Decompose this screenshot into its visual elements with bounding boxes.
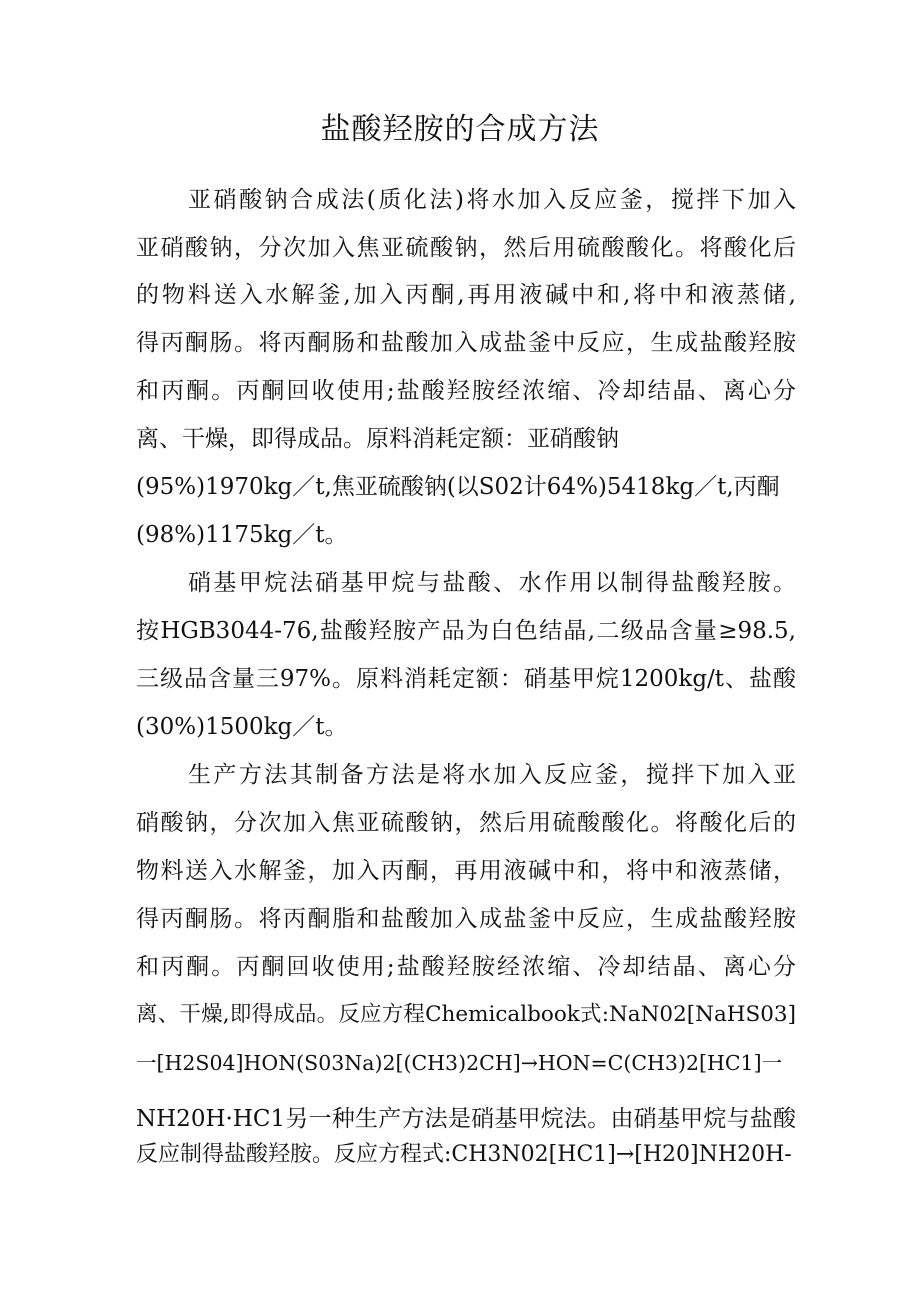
text-line: 亚硝酸钠合成法(质化法)将水加入反应釜，搅拌下加入 bbox=[188, 187, 796, 213]
text-line: 三级品含量三97%。原料消耗定额：硝基甲烷1200kg/t、盐酸 bbox=[136, 666, 796, 692]
document-title: 盐酸羟胺的合成方法 bbox=[320, 112, 600, 147]
text-line: 按HGB3044-76,盐酸羟胺产品为白色结晶,二级品含量≥98.5, bbox=[136, 618, 796, 644]
text-line: (95%)1970kg／t,焦亚硫酸钠(以S02计64%)5418kg／t,丙酮 bbox=[136, 474, 780, 500]
text-line: 和丙酮。丙酮回收使用;盐酸羟胺经浓缩、冷却结晶、离心分 bbox=[136, 954, 796, 980]
text-line: (30%)1500kg／t。 bbox=[136, 714, 348, 740]
text-line: 得丙酮肠。将丙酮肠和盐酸加入成盐釜中反应，生成盐酸羟胺 bbox=[136, 330, 796, 356]
text-line: 的物料送入水解釜,加入丙酮,再用液碱中和,将中和液蒸储, bbox=[136, 282, 796, 308]
text-line: 生产方法其制备方法是将水加入反应釜，搅拌下加入亚 bbox=[188, 762, 796, 788]
text-line: 和丙酮。丙酮回收使用;盐酸羟胺经浓缩、冷却结晶、离心分 bbox=[136, 378, 796, 404]
text-line: 一[H2S04]HON(S03Na)2[(CH3)2CH]→HON=C(CH3)2[HC1]一 bbox=[136, 1051, 783, 1075]
text-line: 硝基甲烷法硝基甲烷与盐酸、水作用以制得盐酸羟胺。 bbox=[188, 570, 796, 596]
text-line: (98%)1175kg／t。 bbox=[136, 522, 348, 548]
text-line: 得丙酮肠。将丙酮脂和盐酸加入成盐釜中反应，生成盐酸羟胺 bbox=[136, 906, 796, 932]
text-line: 亚硝酸钠，分次加入焦亚硫酸钠，然后用硫酸酸化。将酸化后 bbox=[136, 235, 796, 261]
text-line: 离、干燥,即得成品。反应方程Chemicalbook式:NaN02[NaHS03] bbox=[136, 1002, 796, 1027]
text-line: 硝酸钠，分次加入焦亚硫酸钠，然后用硫酸酸化。将酸化后的 bbox=[136, 810, 796, 836]
text-line: NH20H·HC1另一种生产方法是硝基甲烷法。由硝基甲烷与盐酸 bbox=[136, 1106, 796, 1132]
text-line: 物料送入水解釜，加入丙酮，再用液碱中和，将中和液蒸储， bbox=[136, 858, 796, 884]
text-line: 离、干燥，即得成品。原料消耗定额：亚硝酸钠 bbox=[136, 426, 619, 452]
text-line: 反应制得盐酸羟胺。反应方程式:CH3N02[HC1]→[H20]NH20H- bbox=[136, 1142, 792, 1167]
